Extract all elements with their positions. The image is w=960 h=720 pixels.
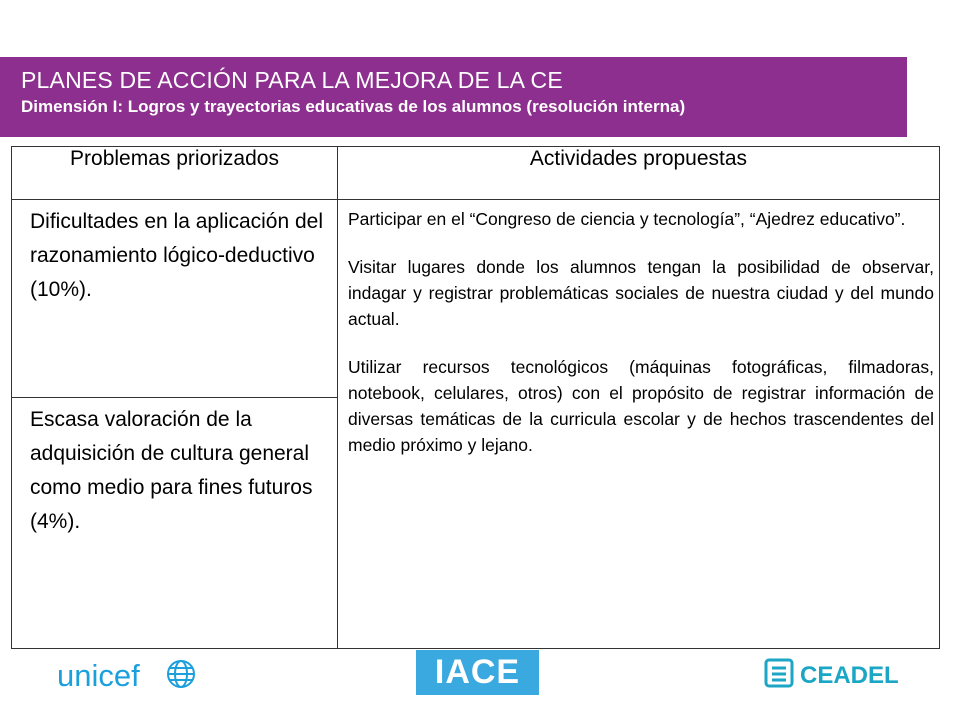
page-title: PLANES DE ACCIÓN PARA LA MEJORA DE LA CE: [21, 67, 563, 93]
action-plan-table: [11, 146, 940, 649]
problem-text: Escasa valoración de la adquisición de cultura general como medio para fines futuros (4%).: [30, 408, 313, 533]
header-banner: [0, 57, 907, 137]
footer-logos: [0, 650, 960, 720]
activity-item: Participar en el “Congreso de ciencia y tecnología”, “Ajedrez educativo”.: [348, 209, 906, 229]
globe-icon: [168, 661, 194, 687]
page-subtitle: Dimensión I: Logros y trayectorias educativas de los alumnos (resolución interna): [21, 97, 686, 116]
problem-text: Dificultades en la aplicación del razonamiento lógico-deductivo (10%).: [30, 210, 324, 301]
activity-item: Utilizar recursos tecnológicos (máquinas fotográficas, filmadoras, notebook, celulares, otros) con el propósito de registrar información de diversas temáticas de la curricula escolar y de hechos trascendentes del medio próximo y lejano.: [348, 357, 934, 455]
activity-item: Visitar lugares donde los alumnos tengan la posibilidad de observar, indagar y registrar problemáticas sociales de nuestra ciudad y del mundo actual.: [348, 257, 934, 329]
unicef-wordmark: unicef: [57, 658, 140, 693]
column-header-problems: Problemas priorizados: [12, 147, 338, 200]
activities-cell: [338, 200, 940, 649]
column-header-activities: Actividades propuestas: [338, 147, 940, 200]
iace-logo: IACE: [416, 650, 539, 695]
problem-cell: [12, 200, 338, 398]
table-header-row: [12, 147, 940, 200]
table-row: [12, 200, 940, 398]
activities-list: [338, 200, 939, 458]
unicef-logo: [57, 656, 202, 698]
ceadel-logo: [764, 656, 914, 692]
ceadel-wordmark: CEADEL: [800, 662, 899, 689]
ceadel-mark-icon: [766, 660, 792, 686]
problem-cell: [12, 398, 338, 649]
